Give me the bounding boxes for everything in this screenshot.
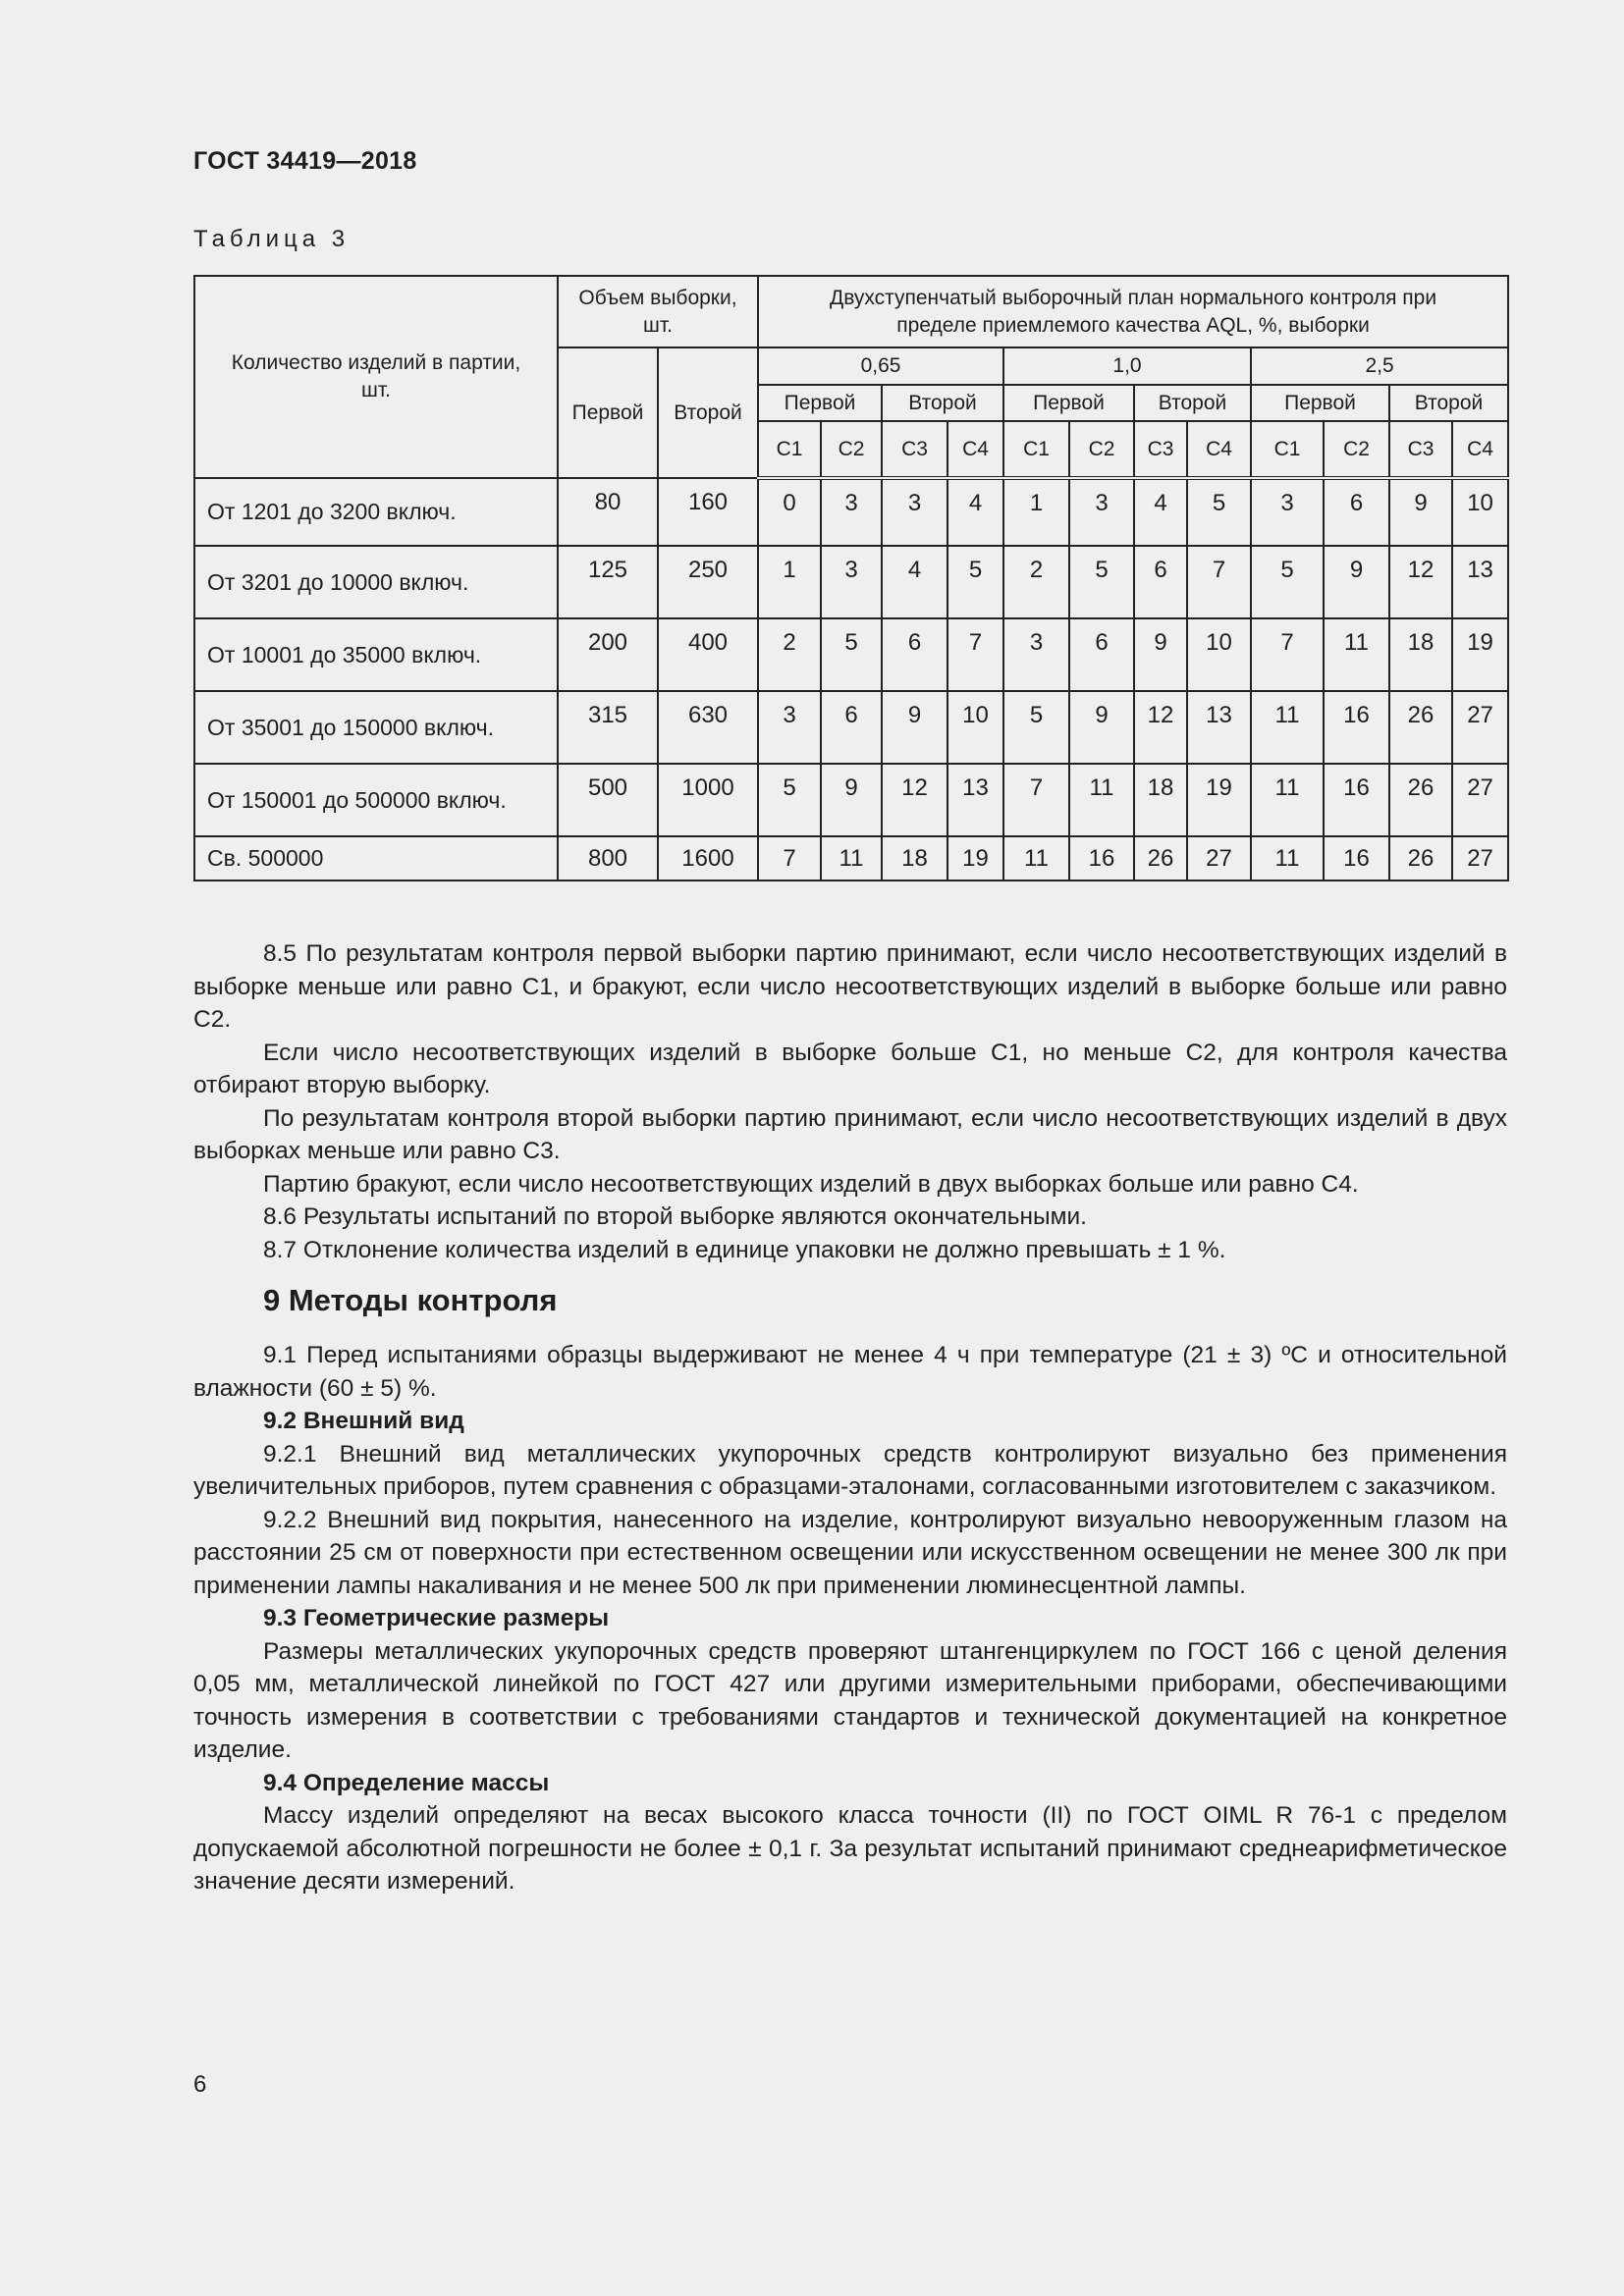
value-cell: 5 [1251, 546, 1324, 618]
value-cell: 13 [1187, 691, 1251, 764]
document-body [193, 937, 1507, 1898]
lot-size-cell: От 3201 до 10000 включ. [194, 546, 558, 618]
table-row [194, 478, 1508, 546]
value-cell: 2 [1003, 546, 1069, 618]
clause-8-5: 8.5 По результатам контроля первой выборки партию принимают, если число несоответствующих изделий в выборке меньше или равно С1, и бракуют, если число несоответствующих изделий в выборке больше или равно С2. [193, 940, 1507, 1033]
value-cell: 19 [1452, 618, 1508, 691]
value-cell: 3 [1251, 478, 1324, 546]
value-cell: 26 [1134, 836, 1187, 881]
header-sub-first: Первой [1003, 385, 1134, 421]
value-cell: 10 [1187, 618, 1251, 691]
header-sub-first: Первой [758, 385, 882, 421]
page-number: 6 [193, 2071, 207, 2098]
clause-8-5-second-sample: Если число несоответствующих изделий в выборке больше С1, но меньше С2, для контроля качества отбирают вторую выборку. [193, 1039, 1507, 1098]
header-second-sample: Второй [658, 347, 758, 478]
value-cell: 7 [758, 836, 821, 881]
value-cell: 3 [882, 478, 947, 546]
lot-size-cell: От 35001 до 150000 включ. [194, 691, 558, 764]
value-cell: 9 [882, 691, 947, 764]
value-cell: 5 [1069, 546, 1134, 618]
value-cell: 27 [1452, 764, 1508, 836]
value-cell: 7 [1187, 546, 1251, 618]
value-cell: 27 [1187, 836, 1251, 881]
value-cell: 5 [1003, 691, 1069, 764]
header-aql-1-0: 1,0 [1003, 347, 1251, 385]
header-c3: С3 [1389, 421, 1452, 478]
value-cell: 19 [1187, 764, 1251, 836]
header-c1: С1 [1003, 421, 1069, 478]
value-cell: 27 [1452, 691, 1508, 764]
header-aql-0-65: 0,65 [758, 347, 1003, 385]
value-cell: 800 [558, 836, 658, 881]
value-cell: 16 [1324, 764, 1389, 836]
value-cell: 9 [1069, 691, 1134, 764]
value-cell: 18 [882, 836, 947, 881]
clause-9-4: Массу изделий определяют на весах высокого класса точности (II) по ГОСТ OIML R 76-1 с пределом допускаемой абсолютной погрешности не более ± 0,1 г. За результат испытаний принимают среднеарифметическое значение десяти измерений. [193, 1802, 1507, 1895]
header-c2: С2 [1069, 421, 1134, 478]
value-cell: 500 [558, 764, 658, 836]
value-cell: 5 [758, 764, 821, 836]
header-c2: С2 [821, 421, 882, 478]
lot-size-cell: Св. 500000 [194, 836, 558, 881]
value-cell: 12 [1389, 546, 1452, 618]
value-cell: 7 [1003, 764, 1069, 836]
header-c3: С3 [1134, 421, 1187, 478]
clause-8-6: 8.6 Результаты испытаний по второй выборке являются окончательными. [263, 1203, 1087, 1230]
value-cell: 9 [1134, 618, 1187, 691]
subsection-9-4-heading: 9.4 Определение массы [263, 1769, 550, 1796]
table-row [194, 546, 1508, 618]
value-cell: 11 [1251, 836, 1324, 881]
value-cell: 6 [1134, 546, 1187, 618]
value-cell: 3 [821, 478, 882, 546]
value-cell: 6 [1324, 478, 1389, 546]
value-cell: 11 [1251, 764, 1324, 836]
header-sampling-plan: Двухступенчатый выборочный план нормального контроля при пределе приемлемого качества AQL, %, выборки [758, 276, 1508, 347]
value-cell: 80 [558, 478, 658, 546]
value-cell: 13 [947, 764, 1003, 836]
value-cell: 630 [658, 691, 758, 764]
value-cell: 3 [1069, 478, 1134, 546]
header-c1: С1 [758, 421, 821, 478]
header-c2: С2 [1324, 421, 1389, 478]
value-cell: 9 [1324, 546, 1389, 618]
value-cell: 9 [1389, 478, 1452, 546]
value-cell: 6 [882, 618, 947, 691]
value-cell: 13 [1452, 546, 1508, 618]
value-cell: 26 [1389, 836, 1452, 881]
value-cell: 6 [1069, 618, 1134, 691]
value-cell: 16 [1069, 836, 1134, 881]
value-cell: 11 [1251, 691, 1324, 764]
value-cell: 16 [1324, 691, 1389, 764]
value-cell: 16 [1324, 836, 1389, 881]
value-cell: 7 [947, 618, 1003, 691]
subsection-9-3-heading: 9.3 Геометрические размеры [263, 1605, 610, 1631]
header-lot-size: Количество изделий в партии, шт. [194, 276, 558, 478]
value-cell: 4 [882, 546, 947, 618]
value-cell: 200 [558, 618, 658, 691]
value-cell: 11 [821, 836, 882, 881]
value-cell: 1 [758, 546, 821, 618]
value-cell: 4 [1134, 478, 1187, 546]
value-cell: 250 [658, 546, 758, 618]
header-first-sample: Первой [558, 347, 658, 478]
value-cell: 4 [947, 478, 1003, 546]
value-cell: 400 [658, 618, 758, 691]
header-c4: С4 [1452, 421, 1508, 478]
value-cell: 6 [821, 691, 882, 764]
value-cell: 26 [1389, 691, 1452, 764]
clause-9-3: Размеры металлических укупорочных средств проверяют штангенциркулем по ГОСТ 166 с ценой деления 0,05 мм, металлической линейкой по ГОСТ 427 или другими измерительными приборами, обеспечивающими точность измерения в соответствии с требованиями стандартов и технической документацией на конкретное изделие. [193, 1637, 1507, 1763]
value-cell: 9 [821, 764, 882, 836]
value-cell: 3 [758, 691, 821, 764]
table-caption: Таблица 3 [193, 226, 351, 252]
clause-8-7: 8.7 Отклонение количества изделий в единице упаковки не должно превышать ± 1 %. [263, 1236, 1226, 1263]
table-row [194, 618, 1508, 691]
value-cell: 10 [1452, 478, 1508, 546]
clause-8-5-accept: По результатам контроля второй выборки партию принимают, если число несоответствующих изделий в двух выборках меньше или равно С3. [193, 1104, 1507, 1164]
value-cell: 5 [947, 546, 1003, 618]
value-cell: 3 [821, 546, 882, 618]
value-cell: 18 [1134, 764, 1187, 836]
value-cell: 315 [558, 691, 658, 764]
value-cell: 18 [1389, 618, 1452, 691]
table-row [194, 691, 1508, 764]
value-cell: 2 [758, 618, 821, 691]
clause-9-2-2: 9.2.2 Внешний вид покрытия, нанесенного на изделие, контролируют визуально невооруженным глазом на расстоянии 25 см от поверхности при естественном освещении или искусственном освещении не менее 300 лк при применении лампы накаливания и не менее 500 лк при применении люминесцентной лампы. [193, 1506, 1507, 1599]
header-sub-second: Второй [1134, 385, 1251, 421]
header-sample-volume: Объем выборки, шт. [558, 276, 758, 347]
value-cell: 3 [1003, 618, 1069, 691]
value-cell: 1000 [658, 764, 758, 836]
value-cell: 7 [1251, 618, 1324, 691]
value-cell: 5 [821, 618, 882, 691]
clause-9-1: 9.1 Перед испытаниями образцы выдерживают не менее 4 ч при температуре (21 ± 3) ºС и относительной влажности (60 ± 5) %. [193, 1342, 1507, 1402]
lot-size-cell: От 1201 до 3200 включ. [194, 478, 558, 546]
value-cell: 19 [947, 836, 1003, 881]
value-cell: 11 [1003, 836, 1069, 881]
value-cell: 5 [1187, 478, 1251, 546]
clause-8-5-reject: Партию бракуют, если число несоответствующих изделий в двух выборках больше или равно С4. [263, 1170, 1359, 1198]
header-c1: С1 [1251, 421, 1324, 478]
table-row [194, 764, 1508, 836]
value-cell: 11 [1069, 764, 1134, 836]
table-row [194, 836, 1508, 881]
section-9-heading: 9 Методы контроля [263, 1283, 558, 1317]
value-cell: 12 [882, 764, 947, 836]
value-cell: 160 [658, 478, 758, 546]
value-cell: 0 [758, 478, 821, 546]
lot-size-cell: От 150001 до 500000 включ. [194, 764, 558, 836]
lot-size-cell: От 10001 до 35000 включ. [194, 618, 558, 691]
value-cell: 1600 [658, 836, 758, 881]
header-aql-2-5: 2,5 [1251, 347, 1508, 385]
sampling-plan-table [193, 275, 1509, 881]
header-sub-second: Второй [882, 385, 1003, 421]
value-cell: 1 [1003, 478, 1069, 546]
header-c4: С4 [947, 421, 1003, 478]
value-cell: 12 [1134, 691, 1187, 764]
value-cell: 10 [947, 691, 1003, 764]
header-sub-second: Второй [1389, 385, 1508, 421]
value-cell: 125 [558, 546, 658, 618]
value-cell: 27 [1452, 836, 1508, 881]
value-cell: 11 [1324, 618, 1389, 691]
subsection-9-2-heading: 9.2 Внешний вид [263, 1408, 464, 1434]
header-c4: С4 [1187, 421, 1251, 478]
header-c3: С3 [882, 421, 947, 478]
document-header: ГОСТ 34419—2018 [193, 147, 417, 175]
header-sub-first: Первой [1251, 385, 1389, 421]
clause-9-2-1: 9.2.1 Внешний вид металлических укупорочных средств контролируют визуально без применения увеличительных приборов, путем сравнения с образцами-эталонами, согласованными изготовителем с заказчиком. [193, 1440, 1507, 1500]
value-cell: 26 [1389, 764, 1452, 836]
